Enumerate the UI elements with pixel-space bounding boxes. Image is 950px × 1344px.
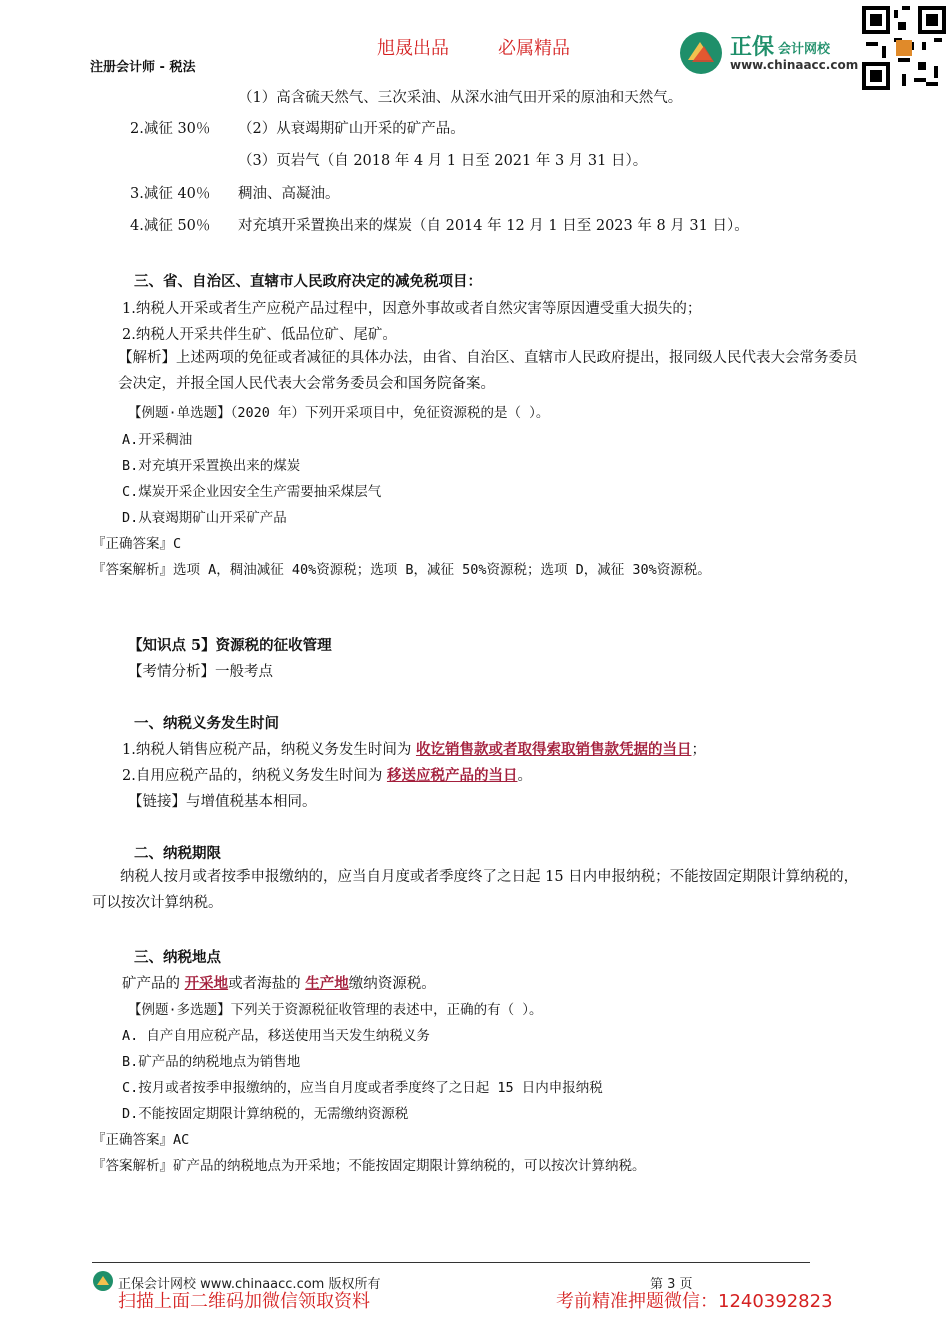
brand-left: 旭晟出品: [377, 38, 449, 59]
logo-cn: 正保: [730, 35, 775, 60]
topic-1-item-2-text: 2.自用应税产品的，纳税义务发生时间为: [122, 768, 383, 784]
item-label-30: 2.减征 30％: [130, 121, 211, 137]
question-2-option-b: B.矿产品的纳税地点为销售地: [122, 1054, 301, 1070]
item-line-2: （2）从衰竭期矿山开采的矿产品。: [238, 121, 465, 137]
question-2: 【例题·多选题】下列关于资源税征收管理的表述中，正确的有（ ）。: [128, 1002, 543, 1018]
exam-analysis: 【考情分析】一般考点: [128, 664, 273, 680]
topic-3-text-c: 或者海盐的: [228, 976, 301, 992]
topic-1-item-1: [122, 738, 706, 759]
logo-url: www.chinaacc.com: [730, 58, 859, 72]
chinaacc-logo: [678, 28, 859, 76]
topic-1-item-1-text: 1.纳税人销售应税产品，纳税义务发生时间为: [122, 742, 412, 758]
topic-3-highlight-production: 生产地: [305, 975, 349, 992]
section-3-item-1: 1.纳税人开采或者生产应税产品过程中，因意外事故或者自然灾害等原因遭受重大损失的；: [122, 301, 702, 317]
question-2-option-c: C.按月或者按季申报缴纳的，应当自月度或者季度终了之日起 15 日内申报纳税: [122, 1080, 603, 1096]
logo-icon: [678, 30, 724, 76]
topic-1-item-1-highlight: 收讫销售款或者取得索取销售款凭据的当日: [415, 741, 692, 758]
topic-3-highlight-mining: 开采地: [184, 975, 229, 992]
footer-page-number: 第 3 页: [650, 1277, 693, 1292]
question-2-answer: 『正确答案』AC: [92, 1132, 190, 1148]
section-3-item-2: 2.纳税人开采共伴生矿、低品位矿、尾矿。: [122, 327, 397, 343]
topic-2-text: 纳税人按月或者按季申报缴纳的，应当自月度或者季度终了之日起 15 日内申报纳税；不能按固定期限计算纳税的，可以按次计算纳税。: [92, 869, 859, 911]
topic-2-title: 二、纳税期限: [134, 845, 221, 862]
topic-1-link: 【链接】与增值税基本相同。: [128, 794, 317, 810]
course-title: 注册会计师 - 税法: [90, 60, 196, 75]
item-line-4: 稠油、高凝油。: [238, 186, 340, 202]
topic-1-item-1-end: ；: [691, 742, 706, 758]
topic-3-text-e: 缴纳资源税。: [348, 976, 436, 992]
footer-promo-right: 考前精准押题微信：1240392823: [556, 1291, 833, 1312]
brand-right: 必属精品: [498, 38, 570, 59]
footer-logo-icon: [92, 1270, 114, 1292]
logo-sub: 会计网校: [778, 42, 831, 57]
item-label-50: 4.减征 50％: [130, 218, 211, 234]
question-2-explanation: 『答案解析』矿产品的纳税地点为开采地；不能按固定期限计算纳税的，可以按次计算纳税。: [92, 1158, 646, 1174]
qr-code: [862, 6, 946, 90]
question-1-option-b: B.对充填开采置换出来的煤炭: [122, 458, 301, 474]
question-1: 【例题·单选题】（2020 年）下列开采项目中，免征资源税的是（ ）。: [128, 405, 550, 421]
section-3-title: 三、省、自治区、直辖市人民政府决定的减免税项目：: [134, 273, 482, 290]
item-line-3: （3）页岩气（自 2018 年 4 月 1 日至 2021 年 3 月 31 日）。: [238, 153, 648, 169]
question-1-explanation: 『答案解析』选项 A，稠油减征 40%资源税；选项 B，减征 50%资源税；选项 D，减征 30%资源税。: [92, 562, 711, 578]
footer-copyright: 正保会计网校 www.chinaacc.com 版权所有: [118, 1277, 381, 1292]
question-1-option-c: C.煤炭开采企业因安全生产需要抽采煤层气: [122, 484, 382, 500]
topic-3-title: 三、纳税地点: [134, 949, 221, 966]
topic-1-item-2-highlight: 移送应税产品的当日: [386, 767, 518, 784]
knowledge-point-title: 【知识点 5】资源税的征收管理: [128, 637, 332, 654]
question-2-option-a: A. 自产自用应税产品，移送使用当天发生纳税义务: [122, 1028, 430, 1044]
question-1-option-d: D.从衰竭期矿山开采矿产品: [122, 510, 287, 526]
topic-1-title: 一、纳税义务发生时间: [134, 715, 279, 732]
question-1-answer: 『正确答案』C: [92, 536, 182, 552]
footer-divider: [92, 1262, 810, 1263]
topic-1-item-2: [122, 764, 532, 785]
question-1-option-a: A.开采稠油: [122, 432, 193, 448]
topic-3-text-a: 矿产品的: [122, 976, 180, 992]
qr-code-icon: [862, 6, 946, 90]
footer-promo-left: 扫描上面二维码加微信领取资料: [118, 1291, 370, 1312]
item-line-5: 对充填开采置换出来的煤炭（自 2014 年 12 月 1 日至 2023 年 8 月 31 日）。: [238, 218, 749, 234]
topic-1-item-2-end: 。: [517, 768, 532, 784]
question-2-option-d: D.不能按固定期限计算纳税的，无需缴纳资源税: [122, 1106, 409, 1122]
item-line-1: （1）高含硫天然气、三次采油、从深水油气田开采的原油和天然气。: [238, 90, 683, 106]
topic-3-text: [122, 972, 436, 993]
item-label-40: 3.减征 40％: [130, 186, 211, 202]
section-3-analysis: 【解析】上述两项的免征或者减征的具体办法，由省、自治区、直辖市人民政府提出，报同级人民代表大会常务委员会决定，并报全国人民代表大会常务委员会和国务院备案。: [118, 350, 858, 392]
